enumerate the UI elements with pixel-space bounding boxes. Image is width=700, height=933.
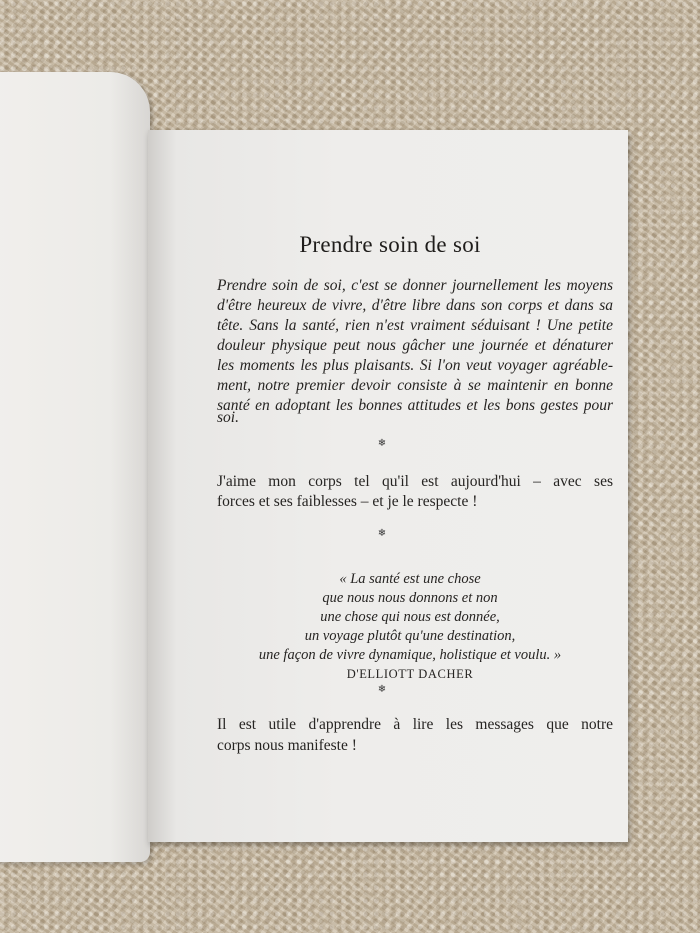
quote-line: une chose qui nous est donnée, [320, 609, 500, 625]
closing-line: Il est utile d'apprendre à lire les messages que notre [217, 716, 613, 733]
intro-line: tête. Sans la santé, rien n'est vraiment séduisant ! Une petite [217, 317, 613, 334]
intro-line: douleur physique peut nous gâcher une journée et dénaturer [217, 337, 613, 354]
affirmation-line: J'aime mon corps tel qu'il est aujourd'hui – avec ses [217, 473, 613, 490]
affirmation-line: forces et ses faiblesses – et je le respecte ! [217, 493, 478, 510]
page-title: Prendre soin de soi [299, 232, 481, 257]
intro-line: soi. [217, 409, 239, 426]
intro-line: ment, notre premier devoir consiste à se maintenir en bonne [217, 377, 613, 394]
quote-line: un voyage plutôt qu'une destination, [304, 628, 516, 644]
quote-author: D'ELLIOTT DACHER [346, 667, 474, 681]
intro-line: Prendre soin de soi, c'est se donner journellement les moyens [217, 277, 613, 294]
snowflake-ornament-icon: ❄ [377, 438, 387, 449]
intro-line: santé en adoptant les bonnes attitudes et les bons gestes pour [217, 397, 613, 414]
closing-line: corps nous manifeste ! [217, 737, 357, 754]
snowflake-ornament-icon: ❄ [377, 684, 387, 695]
left-book-page [0, 72, 150, 862]
snowflake-ornament-icon: ❄ [377, 528, 387, 539]
intro-line: les moments les plus plaisants. Si l'on veut voyager agréable- [217, 357, 613, 374]
quote-line: une façon de vivre dynamique, holistique et voulu. » [258, 647, 562, 663]
quote-line: « La santé est une chose [339, 571, 481, 587]
quote-line: que nous nous donnons et non [322, 590, 498, 606]
intro-line: d'être heureux de vivre, d'être libre dans son corps et dans sa [217, 297, 613, 314]
